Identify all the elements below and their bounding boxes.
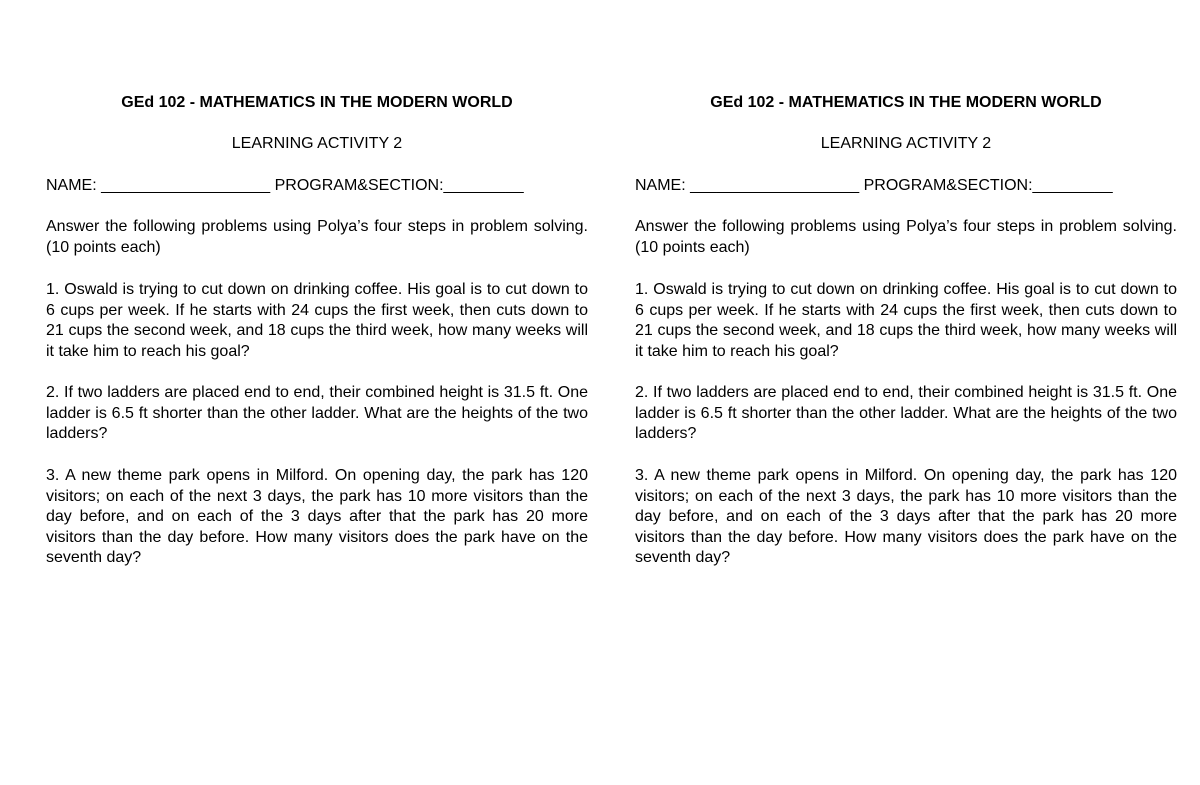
- problem-3: 3. A new theme park opens in Milford. On opening day, the park has 120 visitors; on each of the next 3 days, the park has 10 more visitors than the day before, and on each of the 3 days after that the park has 20 more visitors than the day before. How many visitors does the park have on the seventh day?: [46, 467, 588, 567]
- name-program-section-line: NAME: ___________________ PROGRAM&SECTION:_________: [46, 177, 524, 194]
- activity-sheet-right: [635, 0, 1177, 785]
- problem-2: 2. If two ladders are placed end to end, their combined height is 31.5 ft. One ladder is 6.5 ft shorter than the other ladder. What are the heights of the two ladders?: [46, 384, 588, 443]
- activity-title: LEARNING ACTIVITY 2: [820, 135, 992, 152]
- name-program-section-line: NAME: ___________________ PROGRAM&SECTION:_________: [635, 177, 1113, 194]
- problem-3: 3. A new theme park opens in Milford. On opening day, the park has 120 visitors; on each of the next 3 days, the park has 10 more visitors than the day before, and on each of the 3 days after that the park has 20 more visitors than the day before. How many visitors does the park have on the seventh day?: [635, 467, 1177, 567]
- activity-sheet-left: [46, 0, 588, 785]
- instructions-text: Answer the following problems using Polya’s four steps in problem solving. (10 points each): [635, 218, 1177, 256]
- problem-1: 1. Oswald is trying to cut down on drinking coffee. His goal is to cut down to 6 cups per week. If he starts with 24 cups the first week, then cuts down to 21 cups the second week, and 18 cups the third week, how many weeks will it take him to reach his goal?: [635, 281, 1177, 360]
- course-title: GEd 102 - MATHEMATICS IN THE MODERN WORLD: [121, 94, 513, 111]
- course-title: GEd 102 - MATHEMATICS IN THE MODERN WORLD: [710, 94, 1102, 111]
- problem-2: 2. If two ladders are placed end to end, their combined height is 31.5 ft. One ladder is 6.5 ft shorter than the other ladder. What are the heights of the two ladders?: [635, 384, 1177, 443]
- instructions-text: Answer the following problems using Polya’s four steps in problem solving. (10 points each): [46, 218, 588, 256]
- problem-1: 1. Oswald is trying to cut down on drinking coffee. His goal is to cut down to 6 cups per week. If he starts with 24 cups the first week, then cuts down to 21 cups the second week, and 18 cups the third week, how many weeks will it take him to reach his goal?: [46, 281, 588, 360]
- activity-title: LEARNING ACTIVITY 2: [231, 135, 403, 152]
